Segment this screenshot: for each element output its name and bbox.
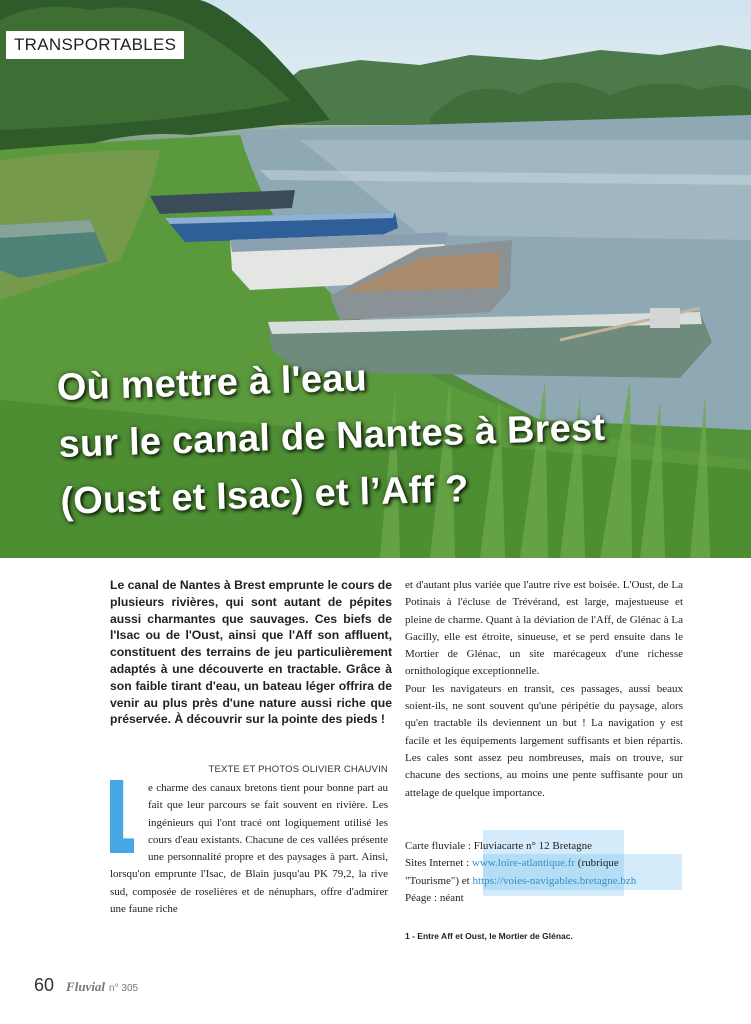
link-voies-navigables[interactable]: https://voies-navigables.bretagne.bzh xyxy=(472,874,637,887)
issue-number: n° 305 xyxy=(109,983,139,994)
info-line-map: Carte fluviale : Fluviacarte n° 12 Bretagne xyxy=(405,840,593,852)
photo-caption: 1 - Entre Aff et Oust, le Mortier de Glénac. xyxy=(405,931,573,941)
headline-line: (Oust et Isac) et l’Aff ? xyxy=(59,468,470,523)
body-paragraph: e charme des canaux bretons tient pour bonne part au fait que leur parcours se fait souvent en rivière. Les ingénieurs qui l'ont tracé ont logiquement utilisé les cours d'eau existants. Chacune de ces vallées présente une personnalité propre et des paysages à part. Ainsi, lorsqu'on emprunte l'Isac, de Blain jusqu'au PK 79,2, la rive sud, composée de roselières et de nénuphars, offre d'admirer une faune riche xyxy=(110,782,388,916)
body-paragraph: et d'autant plus variée que l'autre rive est boisée. L'Oust, de La Potinais à l'écluse de Trévérand, est large, majestueuse et pleine de charme. Quant à la déviation de l'Aff, de Glénac à La Gacilly, elle est étroite, sinueuse, et se perd ensuite dans le Mortier de Glénac, un site marécageux d'une richesse ornithologique exceptionnelle. xyxy=(405,579,683,678)
dropcap-l-icon xyxy=(110,780,134,853)
info-line-toll: Péage : néant xyxy=(405,891,464,904)
page-number: 60 xyxy=(34,975,55,995)
page-footer xyxy=(34,975,138,996)
magazine-name: Fluvial xyxy=(66,979,106,994)
body-text-right xyxy=(405,577,683,802)
section-tag: TRANSPORTABLES xyxy=(6,31,184,59)
map-reference: Fluviacarte n° 12 Bretagne xyxy=(473,840,593,852)
info-line-sites-2: "Tourisme") et https://voies-navigables.bretagne.bzh xyxy=(405,874,637,887)
body-text-left xyxy=(110,780,388,918)
link-loire-atlantique[interactable]: www.loire-atlantique.fr xyxy=(471,857,576,870)
headline-line: Où mettre à l'eau xyxy=(56,357,368,409)
headline-line: sur le canal de Nantes à Brest xyxy=(58,406,606,466)
author-credit: TEXTE ET PHOTOS OLIVIER CHAUVIN xyxy=(208,764,388,775)
lead-paragraph: Le canal de Nantes à Brest emprunte le cours de plusieurs rivières, qui sont autant de pépites aussi charmantes que sauvages. Ces biefs de l'Isac ou de l'Oust, ainsi que l'Aff son affluent, constituent des terrains de jeu particulièrement adaptés à une découverte en tractable. Grâce à son faible tirant d'eau, un bateau léger offrira de venir au plus près d'une nature aussi riche que préservée. À découvrir sur la pointe des pieds ! xyxy=(110,578,392,727)
headline xyxy=(56,339,741,531)
body-paragraph: Pour les navigateurs en transit, ces passages, aussi beaux soient-ils, ne sont souvent qu'une péripétie du paysage, alors qu'en tractable ils deviennent un but ! La navigation y est facile et les équipements largement suffisants et bien répartis. Les cales sont assez peu nombreuses, mais on trouve, sur chacune des sections, au moins une pente suffisante pour un attelage de quelque importance. xyxy=(405,682,683,799)
info-line-sites: Sites Internet : www.loire-atlantique.fr (rubrique xyxy=(405,857,619,870)
practical-info xyxy=(405,838,705,907)
